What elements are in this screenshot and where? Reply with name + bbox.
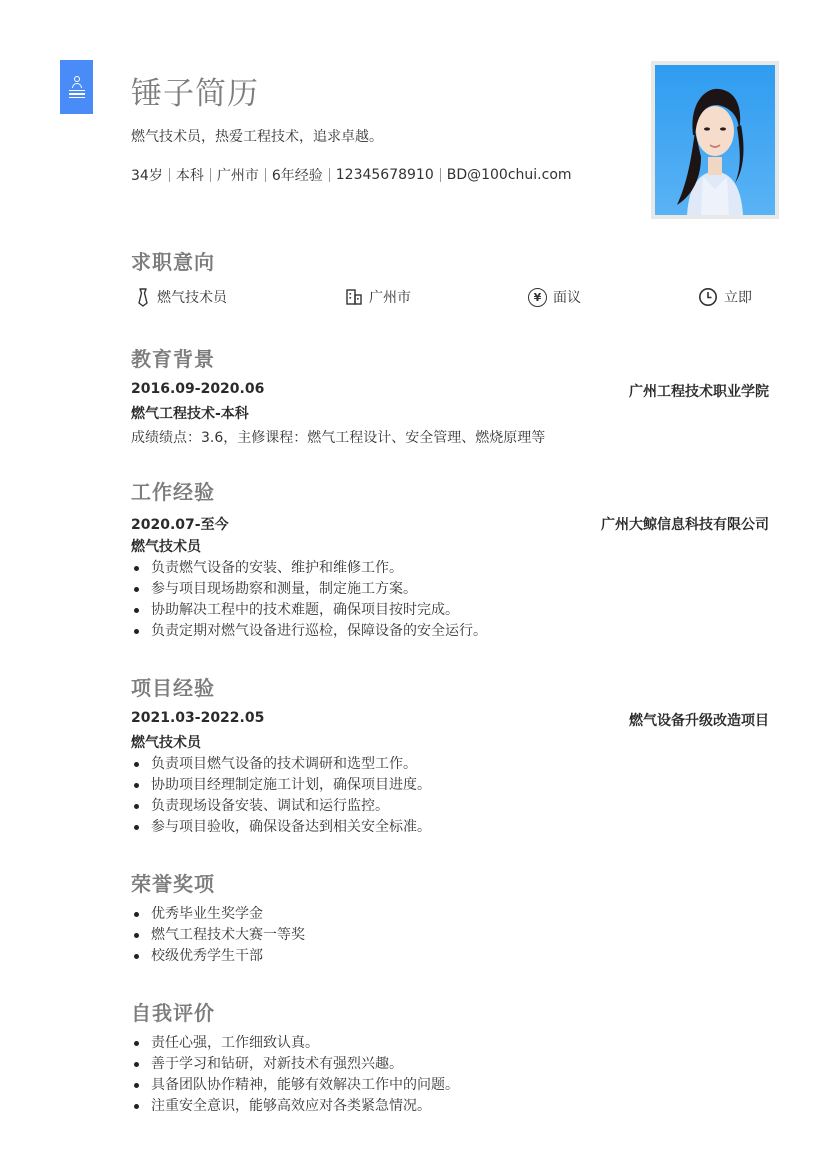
list-item: 校级优秀学生干部: [131, 946, 305, 967]
intent-city-label: 广州市: [369, 290, 411, 306]
portrait-image: [655, 65, 775, 215]
info-city: 广州市: [216, 168, 259, 184]
list-item: 负责项目燃气设备的技术调研和选型工作。: [131, 754, 431, 775]
list-item: 负责燃气设备的安装、维护和维修工作。: [131, 558, 487, 579]
section-title-self-eval: 自我评价: [131, 1001, 215, 1025]
list-item: 协助项目经理制定施工计划，确保项目进度。: [131, 775, 431, 796]
intent-city: [345, 287, 411, 307]
list-item: 燃气工程技术大赛一等奖: [131, 925, 305, 946]
section-title-intent: 求职意向: [131, 250, 215, 274]
list-item: 参与项目现场勘察和测量，制定施工方案。: [131, 579, 487, 600]
list-item: 具备团队协作精神，能够有效解决工作中的问题。: [131, 1075, 459, 1096]
job-intent: [131, 287, 771, 309]
education-school: 广州工程技术职业学院: [629, 384, 769, 400]
work-period: 2020.07-至今: [131, 517, 229, 533]
section-title-work: 工作经验: [131, 480, 215, 504]
clock-icon: [698, 287, 718, 307]
slogan: 燃气技术员，热爱工程技术，追求卓越。: [131, 129, 383, 145]
project-header: [131, 710, 769, 730]
list-item: 负责定期对燃气设备进行巡检，保障设备的安全运行。: [131, 621, 487, 642]
list-item: 责任心强，工作细致认真。: [131, 1033, 459, 1054]
list-item: 善于学习和钻研，对新技术有强烈兴趣。: [131, 1054, 459, 1075]
project-name: 燃气设备升级改造项目: [629, 713, 769, 729]
education-detail: 成绩绩点：3.6，主修课程：燃气工程设计、安全管理、燃烧原理等: [131, 430, 546, 446]
list-item: 优秀毕业生奖学金: [131, 904, 305, 925]
person-icon: [72, 76, 82, 88]
intent-availability: [698, 287, 752, 307]
intent-position-label: 燃气技术员: [157, 290, 227, 306]
section-title-honors: 荣誉奖项: [131, 872, 215, 896]
project-role: 燃气技术员: [131, 735, 201, 751]
list-item: 参与项目验收，确保设备达到相关安全标准。: [131, 817, 431, 838]
education-major: 燃气工程技术-本科: [131, 406, 249, 422]
education-header: [131, 381, 769, 401]
intent-salary-label: 面议: [553, 290, 581, 306]
section-title-project: 项目经验: [131, 676, 215, 700]
yen-icon: ¥: [528, 288, 547, 307]
profile-photo: [651, 61, 779, 219]
info-age: 34岁: [131, 168, 163, 184]
list-item: 负责现场设备安装、调试和运行监控。: [131, 796, 431, 817]
info-phone: 12345678910: [335, 167, 434, 183]
personal-info: [131, 165, 572, 185]
work-duties: [131, 558, 487, 642]
resume-title: 锤子简历: [131, 76, 259, 112]
list-item: 协助解决工程中的技术难题，确保项目按时完成。: [131, 600, 487, 621]
list-item: 注重安全意识，能够高效应对各类紧急情况。: [131, 1096, 459, 1117]
work-role: 燃气技术员: [131, 539, 201, 555]
building-icon: [345, 288, 363, 306]
intent-position: [135, 287, 227, 307]
work-company: 广州大鲸信息科技有限公司: [601, 517, 769, 533]
education-period: 2016.09-2020.06: [131, 381, 265, 397]
info-email: BD@100chui.com: [446, 167, 572, 183]
info-degree: 本科: [175, 168, 204, 184]
resume-badge-icon: [60, 60, 93, 114]
section-title-education: 教育背景: [131, 347, 215, 371]
intent-salary: [528, 287, 581, 307]
project-duties: [131, 754, 431, 838]
work-header: [131, 514, 769, 534]
self-eval-list: [131, 1033, 459, 1117]
honors-list: [131, 904, 305, 967]
tie-icon: [135, 287, 151, 307]
project-period: 2021.03-2022.05: [131, 710, 265, 726]
intent-availability-label: 立即: [724, 290, 752, 306]
info-experience: 6年经验: [271, 168, 323, 184]
